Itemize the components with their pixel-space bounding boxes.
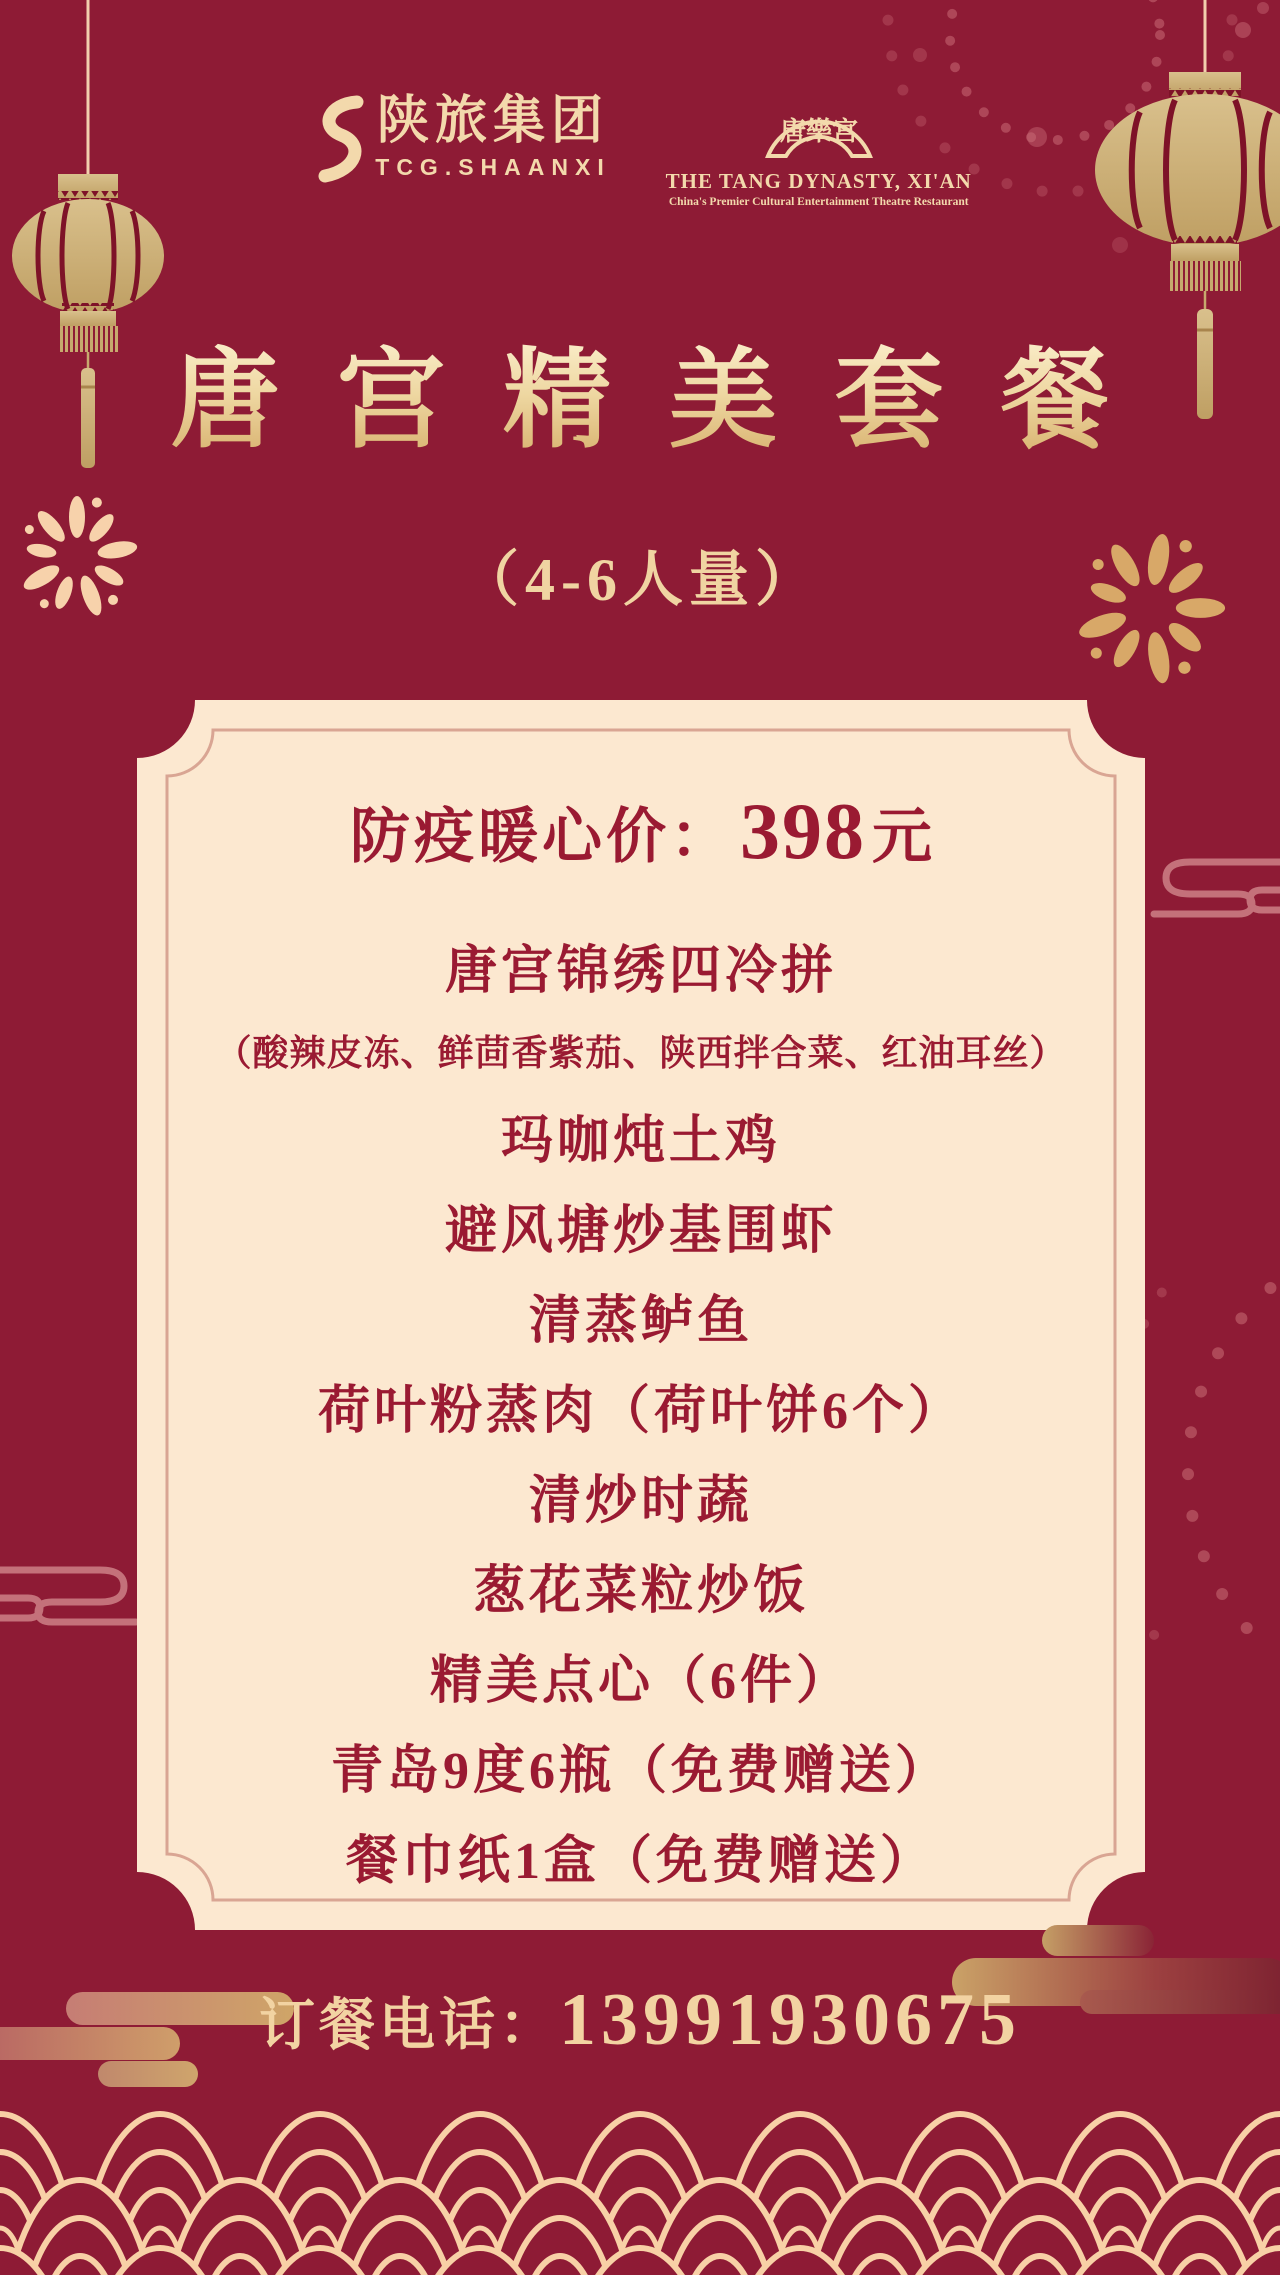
price-prefix: 防疫暖心价：	[350, 804, 734, 870]
gold-cloud-bottom-left-icon	[98, 2061, 198, 2087]
cloud-scroll-left-icon	[0, 1556, 140, 1646]
cloud-scroll-right-icon	[1150, 848, 1280, 938]
right-logo-name: THE TANG DYNASTY, XI'AN	[665, 169, 972, 193]
dotted-arcs-icon	[1130, 1280, 1280, 1640]
footer-phone	[0, 1978, 1280, 2063]
menu-item-note: （酸辣皮冻、鲜茴香紫茄、陕西拌合菜、红油耳丝）	[215, 1032, 1067, 1073]
phone-number: 13991930675	[559, 1979, 1021, 2061]
menu-item: 精美点心（6件）	[429, 1652, 852, 1710]
wave-pattern	[0, 2092, 1280, 2275]
menu-item: 青岛9度6瓶（免费赠送）	[330, 1742, 951, 1800]
menu-item: 避风塘炒基围虾	[444, 1202, 837, 1260]
brand-mark-icon	[311, 92, 369, 184]
price-amount: 398	[740, 787, 866, 876]
price-unit: 元	[872, 804, 932, 870]
menu-item: 荷叶粉蒸肉（荷叶饼6个）	[317, 1382, 964, 1440]
menu-item: 葱花菜粒炒饭	[472, 1562, 809, 1620]
menu-item: 玛咖炖土鸡	[500, 1112, 781, 1170]
left-logo-name: 陕旅集团	[376, 93, 609, 150]
menu-item: 清炒时蔬	[528, 1472, 753, 1530]
page-subtitle: （4-6人量）	[459, 547, 821, 613]
menu-item: 唐宫锦绣四冷拼	[444, 942, 837, 1000]
price-line	[350, 782, 932, 882]
gold-cloud-bottom-right-icon	[1042, 1925, 1154, 1956]
left-logo	[311, 92, 610, 184]
header	[0, 92, 1280, 208]
menu-item: 餐巾纸1盒（免费赠送）	[345, 1832, 936, 1890]
page-title: 唐宫精美套餐	[0, 327, 1280, 477]
phone-label: 订餐电话：	[259, 1994, 559, 2057]
right-logo-subtitle: China's Premier Cultural Entertainment Theatre Restaurant	[668, 196, 969, 208]
fan-emblem-text: 唐樂宫	[779, 117, 858, 146]
left-logo-subtitle: TCG.SHAANXI	[375, 154, 611, 180]
right-logo	[665, 92, 972, 208]
menu-item: 清蒸鲈鱼	[528, 1292, 753, 1350]
fan-emblem-icon	[760, 92, 878, 166]
menu	[137, 700, 1145, 1930]
